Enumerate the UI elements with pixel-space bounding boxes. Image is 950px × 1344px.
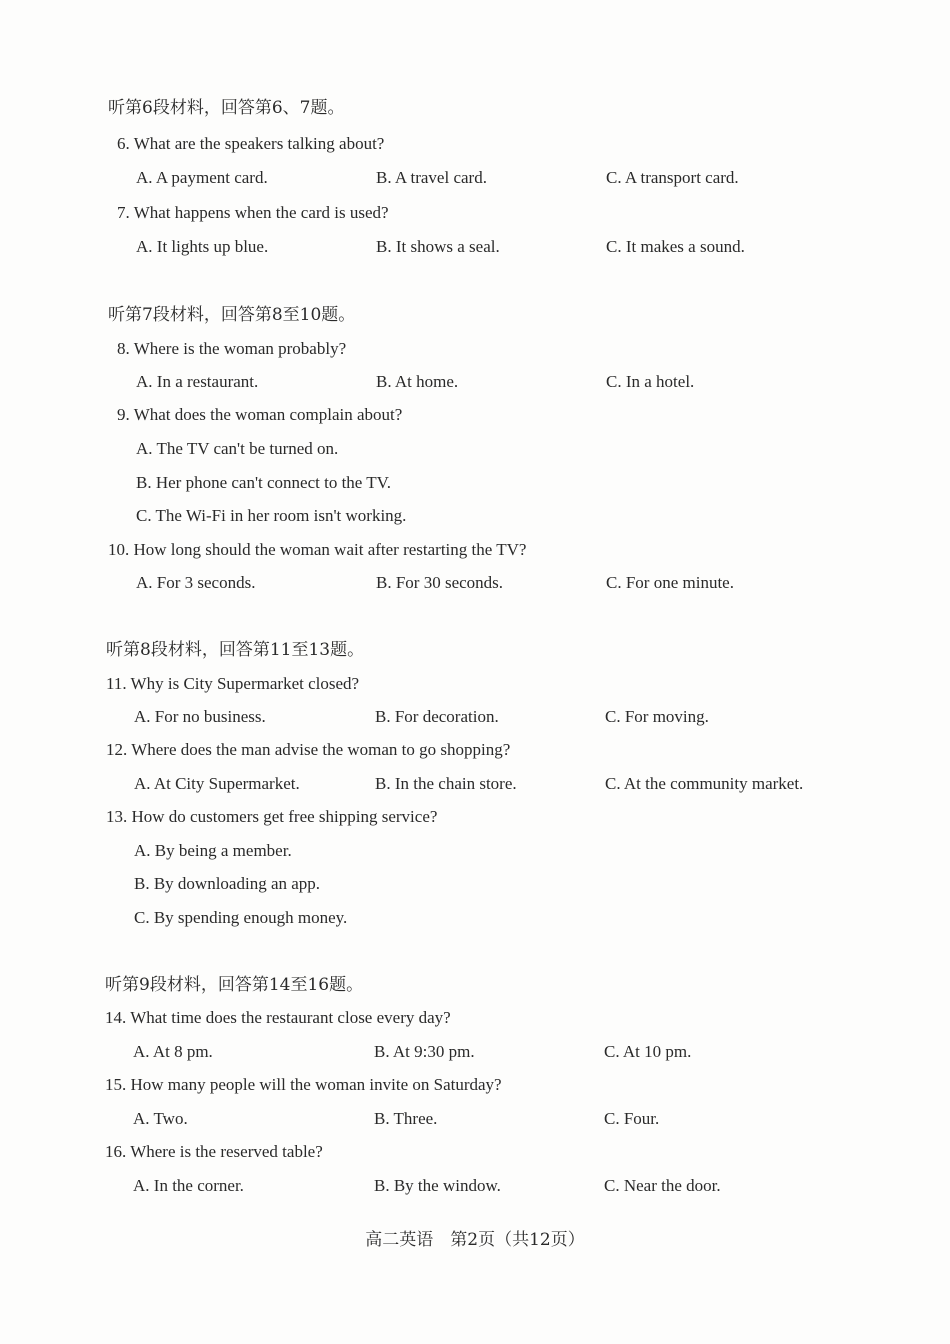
option-c: C. At 10 pm. bbox=[604, 1042, 692, 1061]
option-b: B. By the window. bbox=[374, 1176, 501, 1195]
question-stem: 9. What does the woman complain about? bbox=[117, 405, 403, 424]
option-c: C. It makes a sound. bbox=[606, 237, 745, 256]
option-c: C. Four. bbox=[604, 1109, 660, 1128]
option-a: A. It lights up blue. bbox=[136, 237, 269, 256]
option-b: B. At 9:30 pm. bbox=[374, 1042, 475, 1061]
option-a: A. Two. bbox=[133, 1109, 188, 1128]
option-a: A. By being a member. bbox=[134, 841, 292, 860]
option-b: B. A travel card. bbox=[376, 168, 487, 187]
option-c: C. By spending enough money. bbox=[134, 908, 348, 927]
section-heading: 听第7段材料，回答第8至10题。 bbox=[108, 305, 356, 325]
option-a: A. At City Supermarket. bbox=[134, 774, 300, 793]
option-b: B. At home. bbox=[376, 372, 459, 391]
option-c: C. For one minute. bbox=[606, 573, 734, 592]
option-c: C. A transport card. bbox=[606, 168, 739, 187]
question-stem: 14. What time does the restaurant close every day? bbox=[105, 1008, 451, 1027]
section-heading: 听第6段材料，回答第6、7题。 bbox=[108, 98, 345, 118]
question-stem: 13. How do customers get free shipping service? bbox=[106, 807, 438, 826]
page-footer: 高二英语 第2页（共12页） bbox=[365, 1230, 585, 1250]
section-heading: 听第9段材料，回答第14至16题。 bbox=[105, 975, 364, 995]
option-b: B. For 30 seconds. bbox=[376, 573, 504, 592]
option-b: B. Three. bbox=[374, 1109, 438, 1128]
option-a: A. A payment card. bbox=[136, 168, 268, 187]
question-stem: 11. Why is City Supermarket closed? bbox=[106, 674, 360, 693]
option-a: A. In a restaurant. bbox=[136, 372, 259, 391]
option-b: B. In the chain store. bbox=[375, 774, 517, 793]
option-a: A. The TV can't be turned on. bbox=[136, 439, 339, 458]
question-stem: 15. How many people will the woman invite on Saturday? bbox=[105, 1075, 502, 1094]
option-a: A. In the corner. bbox=[133, 1176, 244, 1195]
question-stem: 7. What happens when the card is used? bbox=[117, 203, 389, 222]
option-b: B. For decoration. bbox=[375, 707, 499, 726]
question-stem: 16. Where is the reserved table? bbox=[105, 1142, 323, 1161]
option-b: B. It shows a seal. bbox=[376, 237, 500, 256]
option-b: B. Her phone can't connect to the TV. bbox=[136, 473, 392, 492]
option-a: A. For 3 seconds. bbox=[136, 573, 256, 592]
option-a: A. At 8 pm. bbox=[133, 1042, 213, 1061]
option-c: C. In a hotel. bbox=[606, 372, 695, 391]
option-c: C. Near the door. bbox=[604, 1176, 721, 1195]
question-stem: 8. Where is the woman probably? bbox=[117, 339, 347, 358]
option-c: C. The Wi-Fi in her room isn't working. bbox=[136, 506, 407, 525]
option-c: C. For moving. bbox=[605, 707, 709, 726]
question-stem: 6. What are the speakers talking about? bbox=[117, 134, 385, 153]
question-stem: 10. How long should the woman wait after restarting the TV? bbox=[108, 540, 527, 559]
option-b: B. By downloading an app. bbox=[134, 874, 321, 893]
question-stem: 12. Where does the man advise the woman to go shopping? bbox=[106, 740, 511, 759]
option-a: A. For no business. bbox=[134, 707, 266, 726]
option-c: C. At the community market. bbox=[605, 774, 804, 793]
section-heading: 听第8段材料，回答第11至13题。 bbox=[106, 640, 365, 660]
